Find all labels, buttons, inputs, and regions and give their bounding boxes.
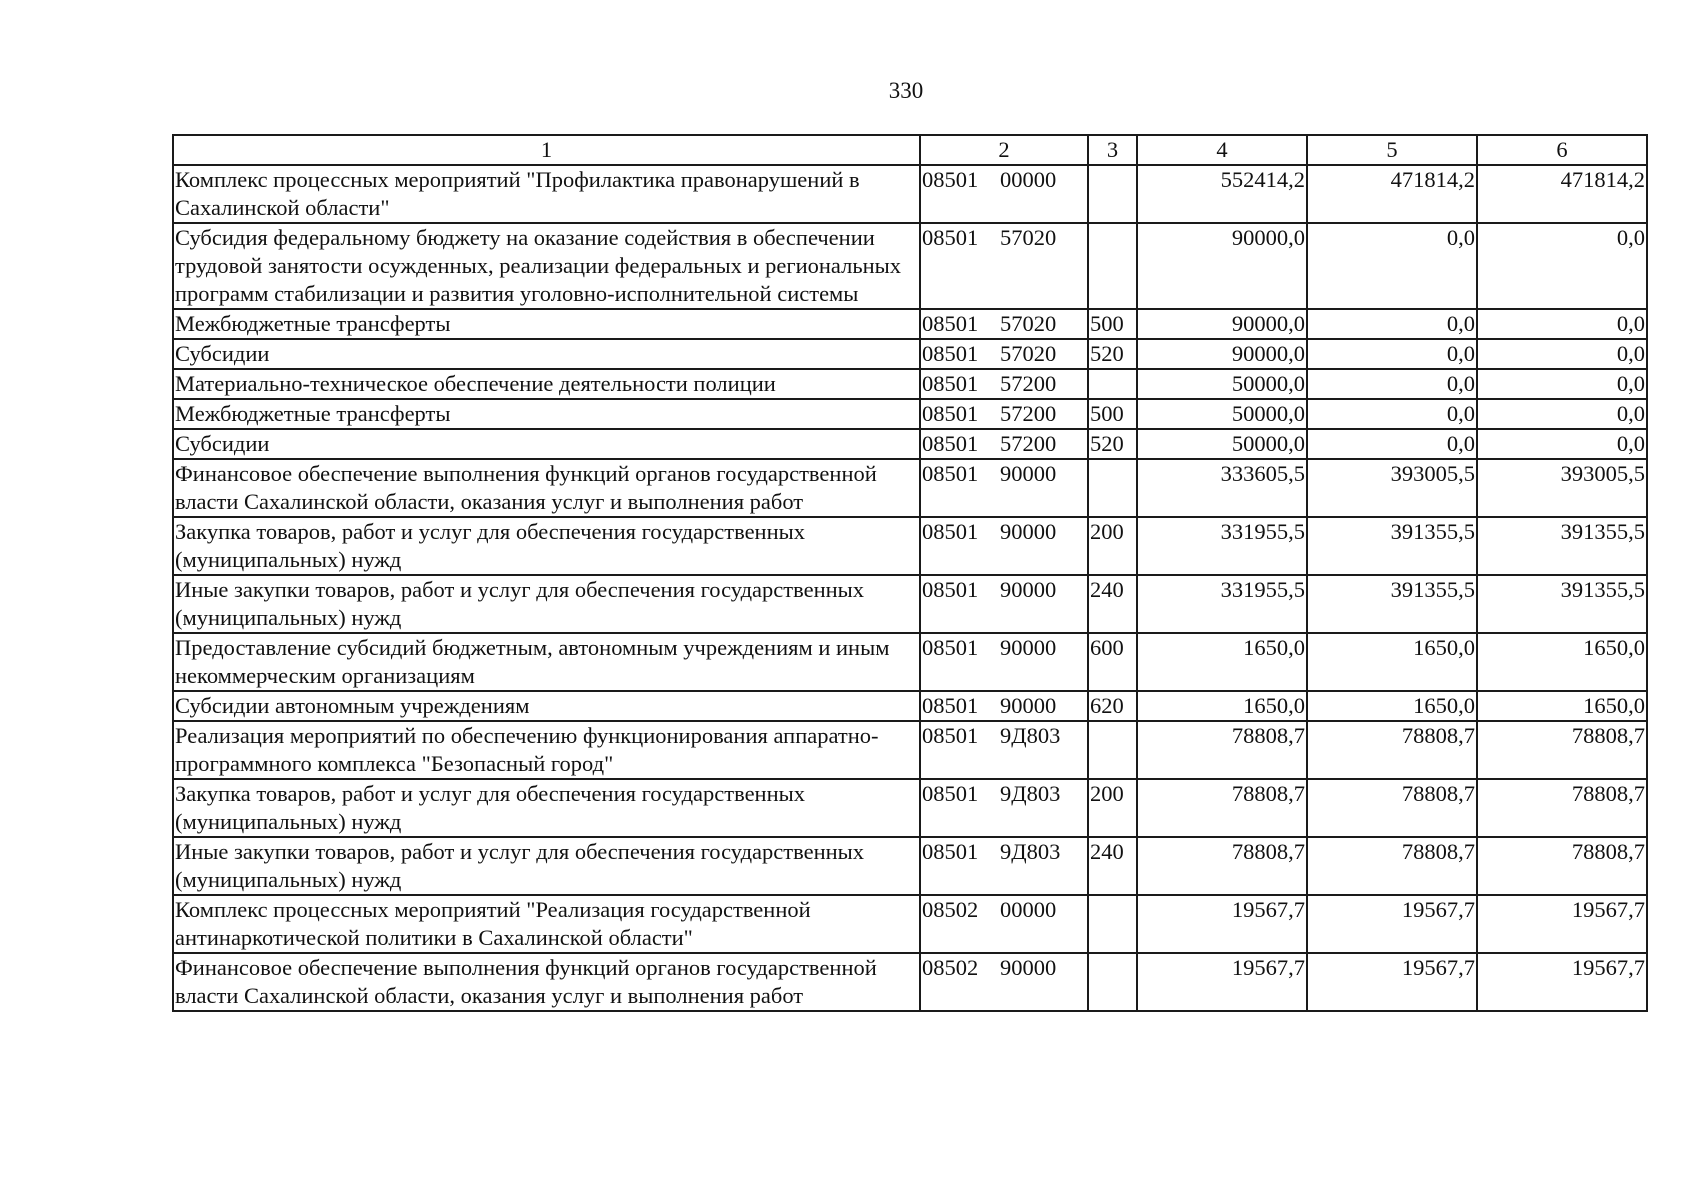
column-header-6: 6	[1477, 135, 1647, 165]
row-amount-col-6: 0,0	[1477, 369, 1647, 399]
program-code: 08501	[922, 371, 979, 396]
row-amount-col-6: 78808,7	[1477, 721, 1647, 779]
direction-code: 90000	[1000, 693, 1057, 718]
row-expense-type-cell	[1088, 721, 1137, 779]
row-code-cell	[920, 339, 1088, 369]
program-code: 08501	[922, 693, 979, 718]
row-amount-col-5: 19567,7	[1307, 953, 1477, 1011]
row-code-cell	[920, 223, 1088, 309]
direction-code: 57020	[1000, 225, 1057, 250]
row-expense-type-cell: 240	[1088, 837, 1137, 895]
row-expense-type-cell: 240	[1088, 575, 1137, 633]
table-row	[173, 575, 1647, 633]
row-amount-col-5: 1650,0	[1307, 633, 1477, 691]
row-amount-col-6: 78808,7	[1477, 779, 1647, 837]
program-code: 08501	[922, 723, 979, 748]
direction-code: 9Д803	[1000, 839, 1061, 864]
direction-code: 00000	[1000, 897, 1057, 922]
page-number: 330	[888, 78, 924, 103]
column-header-2: 2	[920, 135, 1088, 165]
table-row	[173, 953, 1647, 1011]
row-name-cell: Субсидии	[173, 339, 920, 369]
row-code-cell	[920, 575, 1088, 633]
table-row	[173, 165, 1647, 223]
row-amount-col-6: 0,0	[1477, 339, 1647, 369]
program-code: 08502	[922, 955, 979, 980]
row-expense-type-cell: 200	[1088, 517, 1137, 575]
direction-code: 90000	[1000, 577, 1057, 602]
row-name-cell: Субсидии	[173, 429, 920, 459]
program-code: 08501	[922, 431, 979, 456]
row-name-cell: Финансовое обеспечение выполнения функций органов государственной власти Сахалинской области, оказания услуг и выполнения работ	[173, 459, 920, 517]
row-code-cell	[920, 779, 1088, 837]
row-amount-col-4: 90000,0	[1137, 309, 1307, 339]
row-code-cell	[920, 459, 1088, 517]
table-row	[173, 459, 1647, 517]
row-amount-col-6: 78808,7	[1477, 837, 1647, 895]
row-name-cell: Предоставление субсидий бюджетным, автономным учреждениям и иным некоммерческим организациям	[173, 633, 920, 691]
row-amount-col-4: 552414,2	[1137, 165, 1307, 223]
row-name-cell: Комплекс процессных мероприятий "Реализация государственной антинаркотической политики в Сахалинской области"	[173, 895, 920, 953]
row-expense-type-cell	[1088, 459, 1137, 517]
row-name-cell: Субсидия федеральному бюджету на оказание содействия в обеспечении трудовой занятости осужденных, реализации федеральных и региональных программ стабилизации и развития уголовно-исполнительной системы	[173, 223, 920, 309]
row-amount-col-4: 1650,0	[1137, 691, 1307, 721]
table-row	[173, 399, 1647, 429]
table-row	[173, 895, 1647, 953]
direction-code: 57200	[1000, 401, 1057, 426]
row-code-cell	[920, 309, 1088, 339]
row-expense-type-cell	[1088, 223, 1137, 309]
row-amount-col-6: 1650,0	[1477, 691, 1647, 721]
row-amount-col-6: 0,0	[1477, 309, 1647, 339]
row-amount-col-6: 0,0	[1477, 223, 1647, 309]
row-amount-col-4: 331955,5	[1137, 517, 1307, 575]
row-expense-type-cell: 520	[1088, 339, 1137, 369]
program-code: 08501	[922, 519, 979, 544]
row-name-cell: Финансовое обеспечение выполнения функций органов государственной власти Сахалинской области, оказания услуг и выполнения работ	[173, 953, 920, 1011]
row-name-cell: Межбюджетные трансферты	[173, 399, 920, 429]
program-code: 08501	[922, 225, 979, 250]
row-expense-type-cell: 500	[1088, 399, 1137, 429]
column-header-5: 5	[1307, 135, 1477, 165]
direction-code: 57020	[1000, 341, 1057, 366]
row-expense-type-cell: 620	[1088, 691, 1137, 721]
row-amount-col-4: 90000,0	[1137, 339, 1307, 369]
direction-code: 57020	[1000, 311, 1057, 336]
row-amount-col-4: 333605,5	[1137, 459, 1307, 517]
row-name-cell: Иные закупки товаров, работ и услуг для обеспечения государственных (муниципальных) нужд	[173, 837, 920, 895]
row-name-cell: Межбюджетные трансферты	[173, 309, 920, 339]
row-name-cell: Иные закупки товаров, работ и услуг для обеспечения государственных (муниципальных) нужд	[173, 575, 920, 633]
direction-code: 90000	[1000, 461, 1057, 486]
row-amount-col-5: 0,0	[1307, 223, 1477, 309]
row-amount-col-5: 0,0	[1307, 429, 1477, 459]
row-amount-col-4: 50000,0	[1137, 429, 1307, 459]
row-expense-type-cell	[1088, 369, 1137, 399]
row-amount-col-5: 393005,5	[1307, 459, 1477, 517]
row-amount-col-5: 0,0	[1307, 339, 1477, 369]
row-expense-type-cell	[1088, 953, 1137, 1011]
row-amount-col-4: 78808,7	[1137, 721, 1307, 779]
row-amount-col-6: 391355,5	[1477, 517, 1647, 575]
row-code-cell	[920, 953, 1088, 1011]
row-name-cell: Закупка товаров, работ и услуг для обеспечения государственных (муниципальных) нужд	[173, 779, 920, 837]
row-amount-col-4: 78808,7	[1137, 837, 1307, 895]
program-code: 08501	[922, 167, 979, 192]
column-header-3: 3	[1088, 135, 1137, 165]
row-code-cell	[920, 691, 1088, 721]
table-row	[173, 369, 1647, 399]
row-amount-col-5: 1650,0	[1307, 691, 1477, 721]
program-code: 08501	[922, 781, 979, 806]
row-amount-col-5: 471814,2	[1307, 165, 1477, 223]
program-code: 08501	[922, 401, 979, 426]
table-row	[173, 309, 1647, 339]
row-expense-type-cell	[1088, 165, 1137, 223]
table-row	[173, 339, 1647, 369]
row-amount-col-5: 78808,7	[1307, 837, 1477, 895]
row-amount-col-5: 19567,7	[1307, 895, 1477, 953]
row-code-cell	[920, 165, 1088, 223]
column-header-1: 1	[173, 135, 920, 165]
column-header-4: 4	[1137, 135, 1307, 165]
row-code-cell	[920, 633, 1088, 691]
program-code: 08501	[922, 311, 979, 336]
table-row	[173, 517, 1647, 575]
row-code-cell	[920, 721, 1088, 779]
program-code: 08501	[922, 461, 979, 486]
row-amount-col-6: 471814,2	[1477, 165, 1647, 223]
table-row	[173, 429, 1647, 459]
row-amount-col-4: 90000,0	[1137, 223, 1307, 309]
direction-code: 9Д803	[1000, 723, 1061, 748]
row-expense-type-cell: 600	[1088, 633, 1137, 691]
row-amount-col-5: 78808,7	[1307, 721, 1477, 779]
row-amount-col-5: 391355,5	[1307, 575, 1477, 633]
direction-code: 57200	[1000, 371, 1057, 396]
row-code-cell	[920, 517, 1088, 575]
row-expense-type-cell: 520	[1088, 429, 1137, 459]
program-code: 08502	[922, 897, 979, 922]
table-header-row	[173, 135, 1647, 165]
direction-code: 57200	[1000, 431, 1057, 456]
row-name-cell: Комплекс процессных мероприятий "Профилактика правонарушений в Сахалинской области"	[173, 165, 920, 223]
row-amount-col-6: 19567,7	[1477, 953, 1647, 1011]
row-code-cell	[920, 837, 1088, 895]
direction-code: 90000	[1000, 635, 1057, 660]
program-code: 08501	[922, 839, 979, 864]
row-name-cell: Закупка товаров, работ и услуг для обеспечения государственных (муниципальных) нужд	[173, 517, 920, 575]
row-amount-col-6: 0,0	[1477, 399, 1647, 429]
table-row	[173, 691, 1647, 721]
direction-code: 90000	[1000, 519, 1057, 544]
row-amount-col-4: 19567,7	[1137, 895, 1307, 953]
row-amount-col-4: 1650,0	[1137, 633, 1307, 691]
row-amount-col-5: 0,0	[1307, 309, 1477, 339]
direction-code: 00000	[1000, 167, 1057, 192]
row-expense-type-cell: 500	[1088, 309, 1137, 339]
row-amount-col-6: 393005,5	[1477, 459, 1647, 517]
program-code: 08501	[922, 341, 979, 366]
table-row	[173, 779, 1647, 837]
row-code-cell	[920, 895, 1088, 953]
row-amount-col-6: 0,0	[1477, 429, 1647, 459]
row-amount-col-4: 50000,0	[1137, 369, 1307, 399]
table-row	[173, 721, 1647, 779]
row-amount-col-5: 391355,5	[1307, 517, 1477, 575]
program-code: 08501	[922, 635, 979, 660]
row-expense-type-cell	[1088, 895, 1137, 953]
row-code-cell	[920, 399, 1088, 429]
row-code-cell	[920, 429, 1088, 459]
row-amount-col-4: 78808,7	[1137, 779, 1307, 837]
table-row	[173, 633, 1647, 691]
row-amount-col-6: 391355,5	[1477, 575, 1647, 633]
row-amount-col-6: 1650,0	[1477, 633, 1647, 691]
table-row	[173, 223, 1647, 309]
row-amount-col-4: 19567,7	[1137, 953, 1307, 1011]
row-expense-type-cell: 200	[1088, 779, 1137, 837]
row-amount-col-4: 50000,0	[1137, 399, 1307, 429]
table-row	[173, 837, 1647, 895]
direction-code: 90000	[1000, 955, 1057, 980]
row-name-cell: Субсидии автономным учреждениям	[173, 691, 920, 721]
row-amount-col-5: 0,0	[1307, 369, 1477, 399]
row-name-cell: Материально-техническое обеспечение деятельности полиции	[173, 369, 920, 399]
program-code: 08501	[922, 577, 979, 602]
direction-code: 9Д803	[1000, 781, 1061, 806]
row-amount-col-5: 0,0	[1307, 399, 1477, 429]
row-name-cell: Реализация мероприятий по обеспечению функционирования аппаратно-программного комплекса "Безопасный город"	[173, 721, 920, 779]
row-amount-col-6: 19567,7	[1477, 895, 1647, 953]
row-amount-col-5: 78808,7	[1307, 779, 1477, 837]
row-amount-col-4: 331955,5	[1137, 575, 1307, 633]
row-code-cell	[920, 369, 1088, 399]
budget-table	[172, 134, 1648, 1012]
